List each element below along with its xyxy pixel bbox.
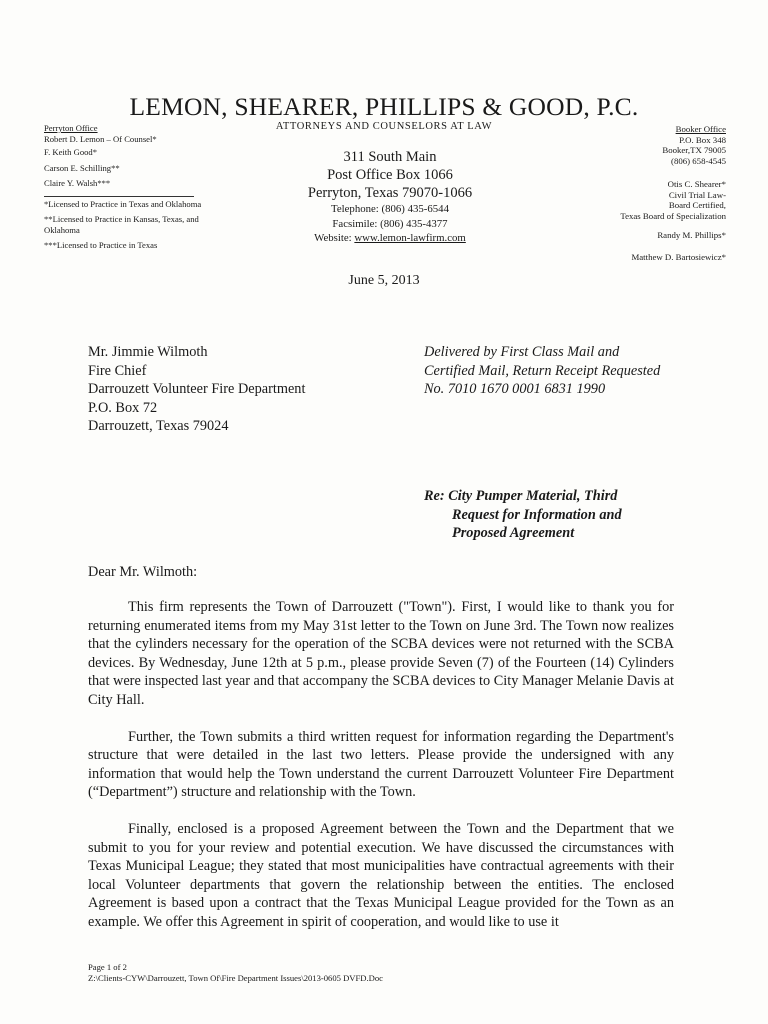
website <box>250 231 530 246</box>
website-label: Website: <box>314 232 355 244</box>
booker-po-box: P.O. Box 348 <box>679 134 726 145</box>
perryton-office-label: Perryton Office <box>44 123 98 133</box>
booker-city: Booker,TX 79005 <box>662 145 726 155</box>
divider <box>44 196 194 197</box>
recipient-address <box>88 343 305 436</box>
recipient-line: Mr. Jimmie Wilmoth <box>88 344 208 360</box>
website-link[interactable]: www.lemon-lawfirm.com <box>354 232 466 244</box>
body-paragraph: Finally, enclosed is a proposed Agreement between the Town and the Department that we submit to you for your review and potential execution. We have discussed the circumstances with Texas Municipal League; they stated that most municipalities have contractual agreements with their local Volunteer departments that govern the relationship between the entities. The enclosed Agreement is based upon a contract that the Texas Municipal League provided for the Town as an example. We offer this Agreement in spirit of cooperation, and would like to use it <box>88 821 674 930</box>
attorney-name: Randy M. Phillips* <box>657 230 726 240</box>
body-paragraph: Further, the Town submits a third written request for information regarding the Department's structure that were detailed in the last two letters. Please provide the undersigned with any information that would help the Town understand the current Darrouzett Volunteer Fire Department (“Department”) structure and relationship with the Town. <box>88 728 674 800</box>
attorney-certification: Texas Board of Specialization <box>620 210 726 221</box>
city-state-zip: Perryton, Texas 79070-1066 <box>307 185 473 201</box>
subject-line-text: Re: City Pumper Material, Third <box>424 488 618 504</box>
firm-name: LEMON, SHEARER, PHILLIPS & GOOD, P.C. <box>129 92 639 121</box>
letter-body <box>88 598 674 950</box>
attorney-certification: Civil Trial Law- <box>668 189 726 200</box>
perryton-office-block <box>44 123 204 256</box>
delivery-line: No. 7010 1670 0001 6831 1990 <box>424 381 606 397</box>
file-path: Z:\Clients-CYW\Darrouzett, Town Of\Fire Department Issues\2013-0605 DVFD.Doc <box>88 973 383 983</box>
firm-tagline: ATTORNEYS AND COUNSELORS AT LAW <box>275 121 493 132</box>
delivery-line: Delivered by First Class Mail and <box>424 344 620 360</box>
telephone: Telephone: (806) 435-6544 <box>331 203 449 215</box>
license-footnote: **Licensed to Practice in Kansas, Texas, and Oklahoma <box>44 214 199 235</box>
street-address: 311 South Main <box>343 149 437 165</box>
attorney-name: Matthew D. Bartosiewicz* <box>631 251 726 262</box>
page-footer <box>88 962 383 984</box>
attorney-name: F. Keith Good* <box>44 147 98 157</box>
recipient-line: P.O. Box 72 <box>88 399 158 416</box>
page-number: Page 1 of 2 <box>88 962 127 972</box>
firm-address-block <box>250 148 530 246</box>
attorney-name: Robert D. Lemon – Of Counsel* <box>44 134 157 144</box>
delivery-line: Certified Mail, Return Receipt Requested <box>424 362 661 379</box>
recipient-line: Darrouzett, Texas 79024 <box>88 418 229 434</box>
facsimile: Facsimile: (806) 435-4377 <box>332 217 448 230</box>
subject-line-text: Proposed Agreement <box>452 525 575 541</box>
booker-phone: (806) 658-4545 <box>671 155 726 166</box>
subject-line-text: Request for Information and <box>452 506 622 523</box>
attorney-certification: Board Certified, <box>668 200 726 210</box>
recipient-line: Fire Chief <box>88 362 147 379</box>
recipient-line: Darrouzett Volunteer Fire Department <box>88 381 306 397</box>
attorney-name: Carson E. Schilling** <box>44 162 120 173</box>
license-footnote: ***Licensed to Practice in Texas <box>44 240 158 250</box>
body-paragraph: This firm represents the Town of Darrouzett ("Town"). First, I would like to thank you for returning enumerated items from my May 31st letter to the Town on June 3rd. The Town now realizes that the cylinders necessary for the operation of the SCBA devices were not returned with the SCBA devices. By Wednesday, June 12th at 5 p.m., please provide Seven (7) of the Fourteen (14) Cylinders that were inspected last year and that accompany the SCBA devices to City Manager Melanie Davis at City Hall. <box>88 599 674 708</box>
delivery-method <box>424 343 660 399</box>
subject-line <box>424 487 622 543</box>
salutation: Dear Mr. Wilmoth: <box>88 564 198 580</box>
attorney-name: Claire Y. Walsh*** <box>44 178 111 188</box>
booker-office-block <box>526 124 726 262</box>
license-footnote: *Licensed to Practice in Texas and Oklahoma <box>44 198 202 209</box>
letter-date: June 5, 2013 <box>348 273 420 288</box>
attorney-name: Otis C. Shearer* <box>667 179 726 189</box>
po-box: Post Office Box 1066 <box>327 167 453 183</box>
booker-office-label: Booker Office <box>675 124 726 134</box>
